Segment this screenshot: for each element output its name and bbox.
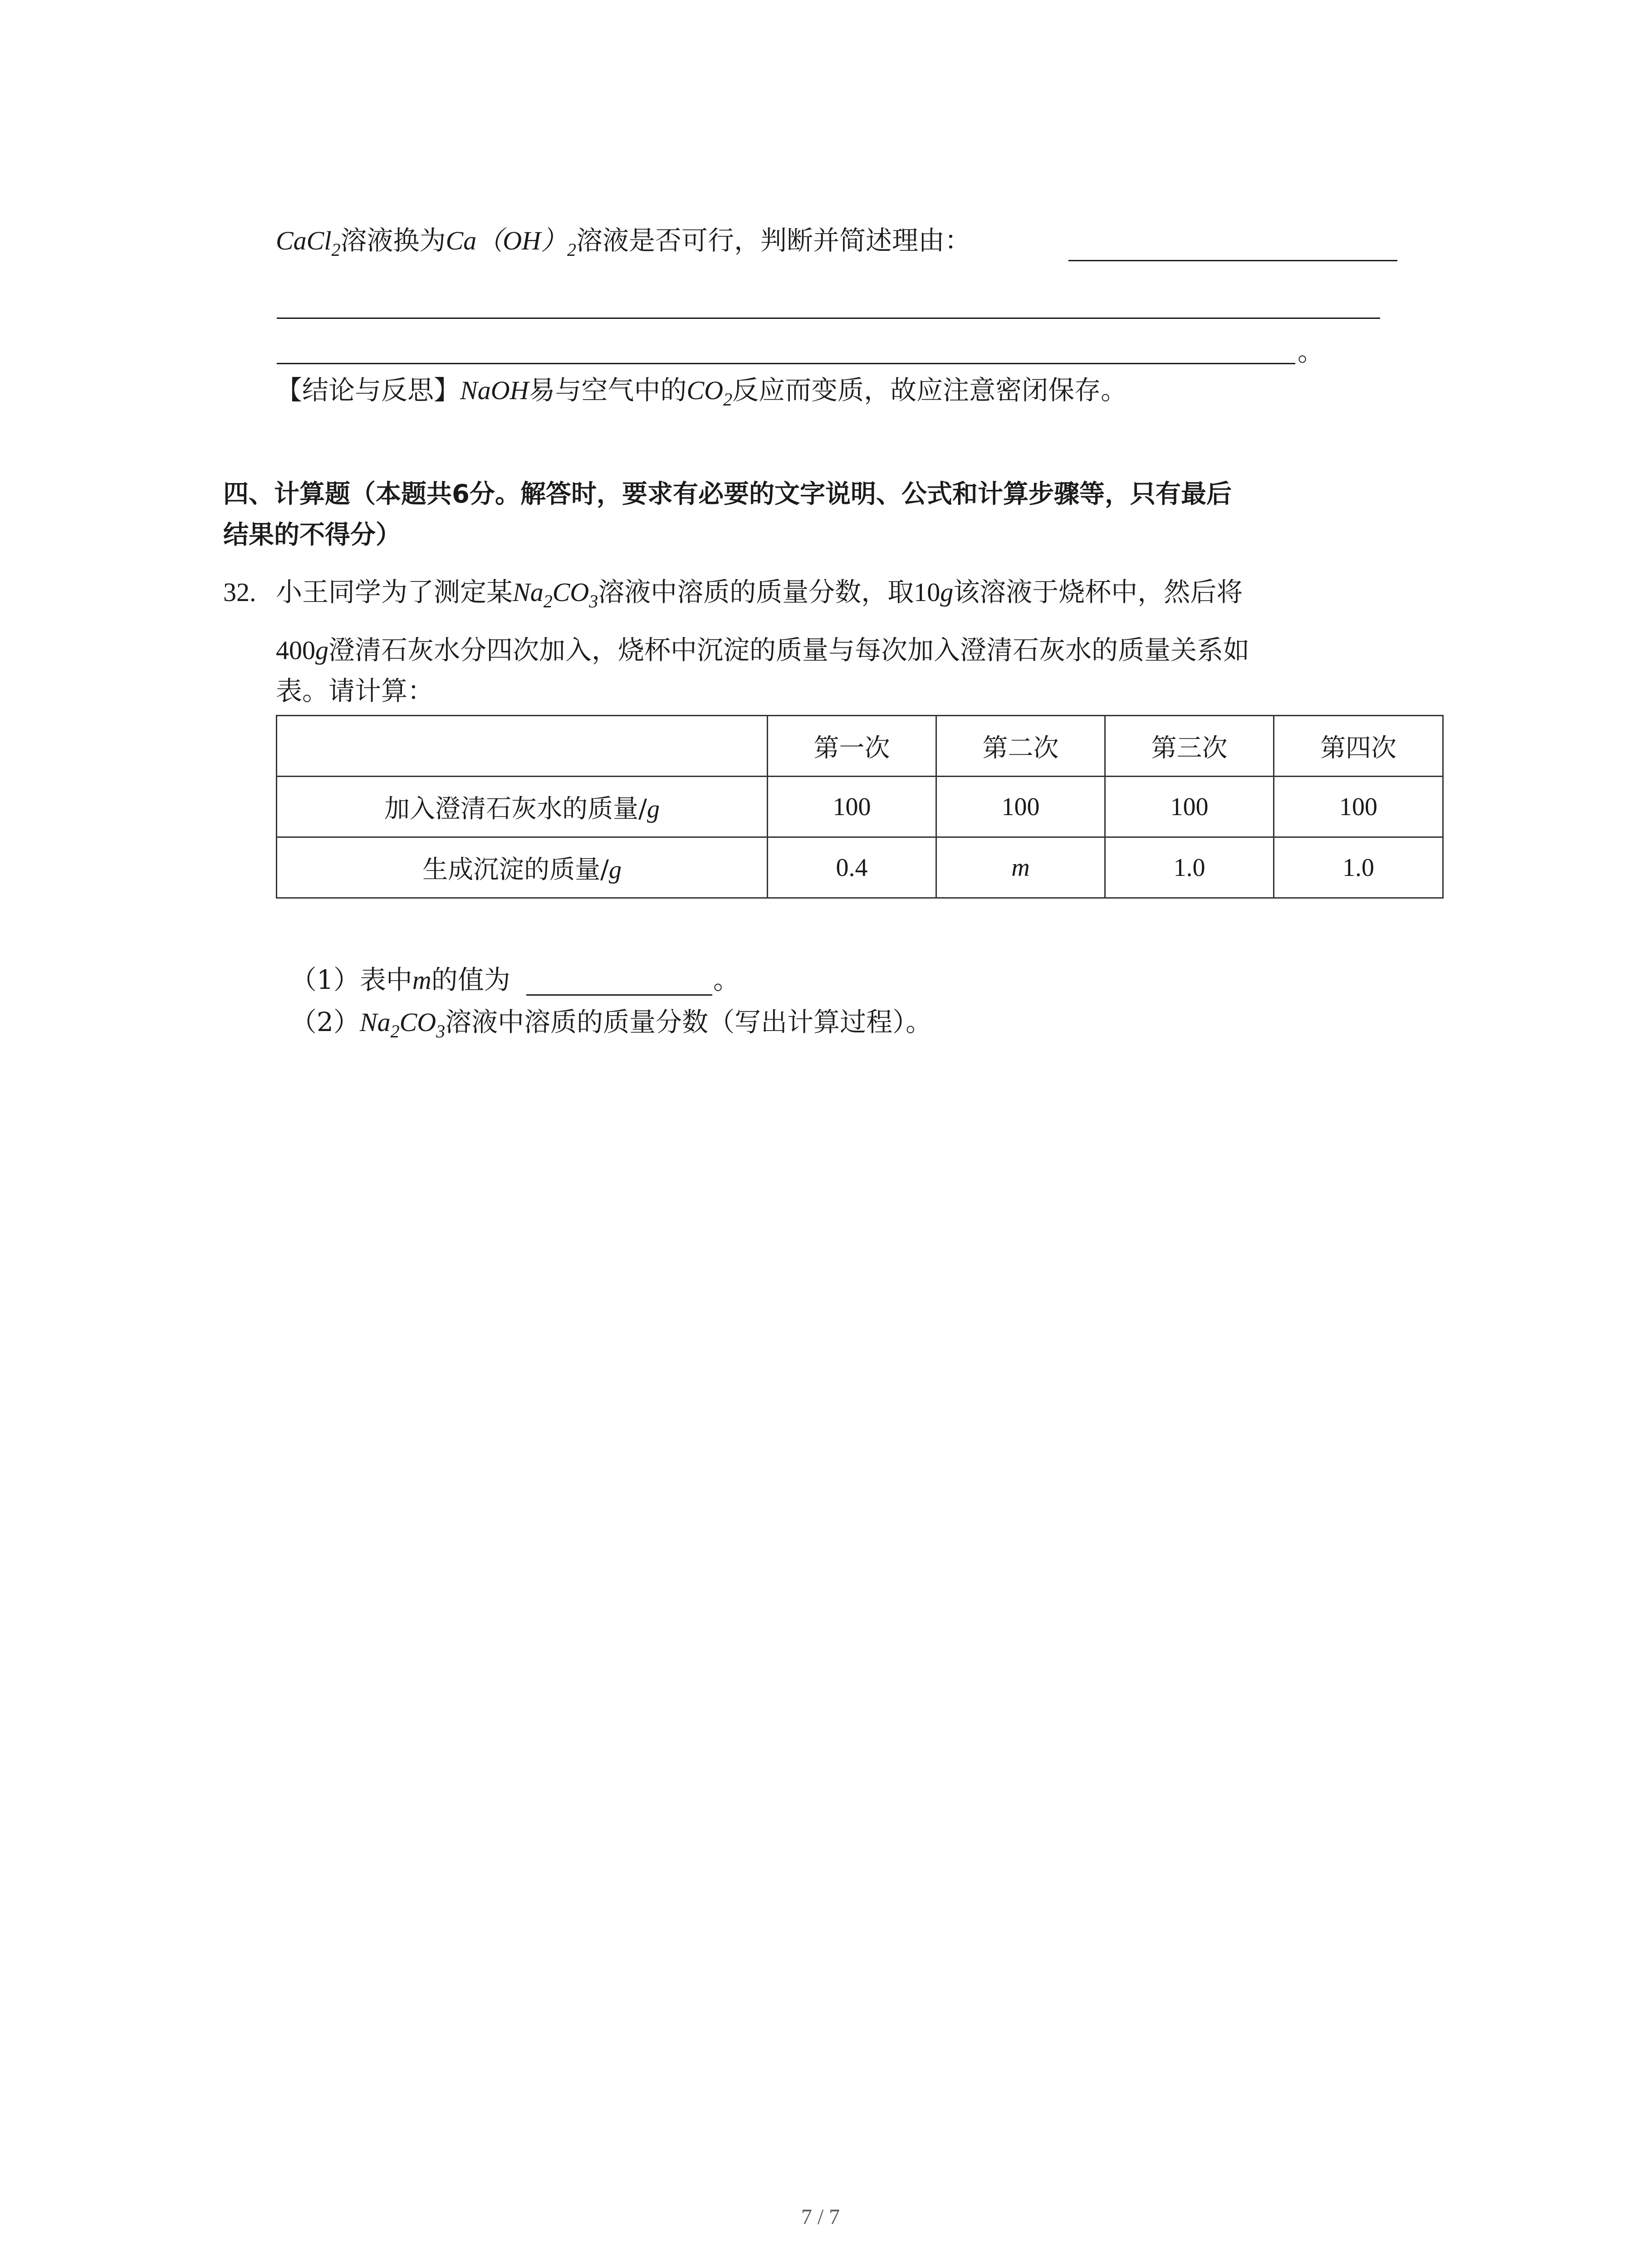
conclusion-line: 【结论与反思】NaOH易与空气中的$CO_2$反应而变质，故应注意密闭保存。: [276, 375, 1127, 410]
table-cell: 1.0: [1105, 837, 1274, 898]
table-header-row: [277, 716, 1443, 777]
q32-line1: 小王同学为了测定某$Na_2CO_3$溶液中溶质的质量分数，取10g该溶液于烧杯中，然后将: [276, 577, 1243, 611]
table-header-cell: [277, 716, 768, 777]
table-header-cell: 第三次: [1105, 716, 1274, 777]
page-number: 7 / 7: [801, 2205, 840, 2229]
table-cell: 1.0: [1274, 837, 1443, 898]
section4-heading-line2: 结果的不得分）: [223, 520, 401, 550]
table-cell: 0.4: [768, 837, 936, 898]
answer-blank-line2[interactable]: [277, 318, 1380, 319]
table-row: [277, 777, 1443, 837]
q32-sub1: （1）表中m的值为: [290, 964, 510, 995]
answer-blank-line1[interactable]: [1068, 260, 1397, 261]
q32-sub2: $(2)Na_2CO_3$溶液中溶质的质量分数（写出计算过程）。: [290, 1007, 932, 1041]
table-row-label: 生成沉淀的质量/g: [277, 837, 768, 898]
table-row: [277, 837, 1443, 898]
table-header-cell: 第一次: [768, 716, 936, 777]
answer-blank-line3[interactable]: [277, 363, 1295, 364]
q31-line3-end: 。: [1298, 336, 1324, 367]
table-cell: 100: [1105, 777, 1274, 837]
section4-heading-line1: 四、计算题（本题共6分。解答时，要求有必要的文字说明、公式和计算步骤等，只有最后: [223, 479, 1232, 509]
q31-line1: CaCl$_2$溶液换为$Ca(OH)_2$溶液是否可行，判断并简述理由：: [276, 225, 971, 260]
q32-number: 32.: [223, 577, 256, 607]
table-row-label: 加入澄清石灰水的质量/g: [277, 777, 768, 837]
table-header-cell: 第四次: [1274, 716, 1443, 777]
table-cell: 100: [768, 777, 936, 837]
q32-line2: 400g澄清石灰水分四次加入，烧杯中沉淀的质量与每次加入澄清石灰水的质量关系如: [276, 635, 1250, 665]
table-header-cell: 第二次: [936, 716, 1105, 777]
table-cell: 100: [936, 777, 1105, 837]
table-cell: m: [936, 837, 1105, 898]
data-table: [276, 715, 1444, 899]
formula-caoh2: $Ca(OH)_2$: [446, 226, 576, 260]
q32-line3: 表。请计算：: [276, 675, 434, 706]
q32-sub1-end: 。: [713, 964, 740, 995]
answer-blank-m[interactable]: [526, 994, 712, 996]
formula-cacl2: CaCl$_2$: [276, 226, 341, 260]
table-cell: 100: [1274, 777, 1443, 837]
